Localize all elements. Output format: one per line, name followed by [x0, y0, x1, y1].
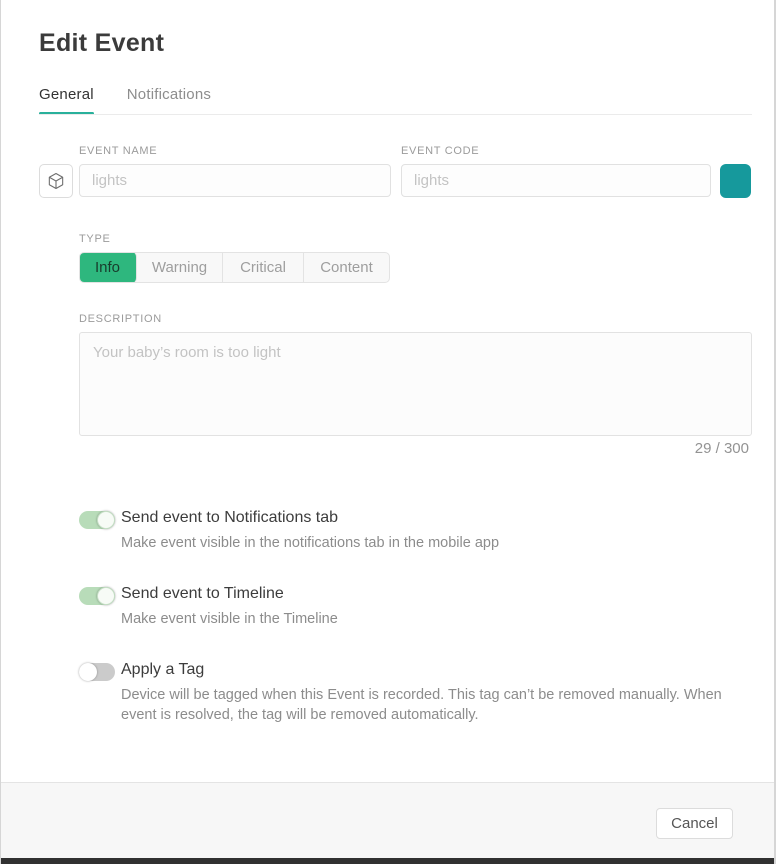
toggle-row-notifications-tab [79, 509, 744, 554]
tab-general[interactable]: General [39, 86, 94, 113]
cube-icon [46, 171, 66, 191]
bottom-edge-bar [1, 858, 774, 864]
toggle-label: Apply a Tag [121, 661, 205, 678]
char-counter: 29 / 300 [694, 440, 749, 457]
timeline-toggle[interactable] [79, 587, 115, 605]
toggle-description: Make event visible in the Timeline [121, 611, 338, 627]
event-code-action-button[interactable] [720, 164, 751, 198]
apply-tag-toggle[interactable] [79, 663, 115, 681]
toggle-label: Send event to Notifications tab [121, 509, 339, 526]
event-name-label: EVENT NAME [79, 145, 158, 157]
type-option-info[interactable]: Info [79, 252, 137, 283]
tab-divider [39, 114, 752, 115]
event-name-input[interactable] [79, 164, 391, 197]
type-option-critical[interactable]: Critical [223, 253, 304, 282]
type-label: TYPE [79, 233, 111, 245]
toggle-knob [97, 587, 115, 605]
toggle-label: Send event to Timeline [121, 585, 284, 602]
event-code-label: EVENT CODE [401, 145, 480, 157]
toggle-description: Device will be tagged when this Event is recorded. This tag can’t be removed manually. When event is resolved, the tag will be removed automatically. [121, 687, 722, 723]
tab-bar [39, 86, 211, 113]
notifications-tab-toggle[interactable] [79, 511, 115, 529]
description-label: DESCRIPTION [79, 313, 162, 325]
page-title: Edit Event [39, 29, 165, 57]
toggle-row-timeline [79, 585, 744, 630]
cancel-button[interactable]: Cancel [656, 808, 733, 839]
toggle-knob [97, 511, 115, 529]
toggle-description: Make event visible in the notifications tab in the mobile app [121, 535, 500, 551]
tab-notifications[interactable]: Notifications [126, 86, 212, 103]
event-icon-picker-button[interactable] [39, 164, 73, 198]
type-option-warning[interactable]: Warning [137, 253, 223, 282]
toggle-knob [79, 663, 97, 681]
description-textarea[interactable] [79, 332, 752, 436]
event-code-input[interactable] [401, 164, 711, 197]
type-option-content[interactable]: Content [304, 253, 389, 282]
type-segmented-control [79, 252, 390, 283]
dialog-footer [1, 782, 774, 858]
toggle-row-apply-tag [79, 661, 744, 725]
